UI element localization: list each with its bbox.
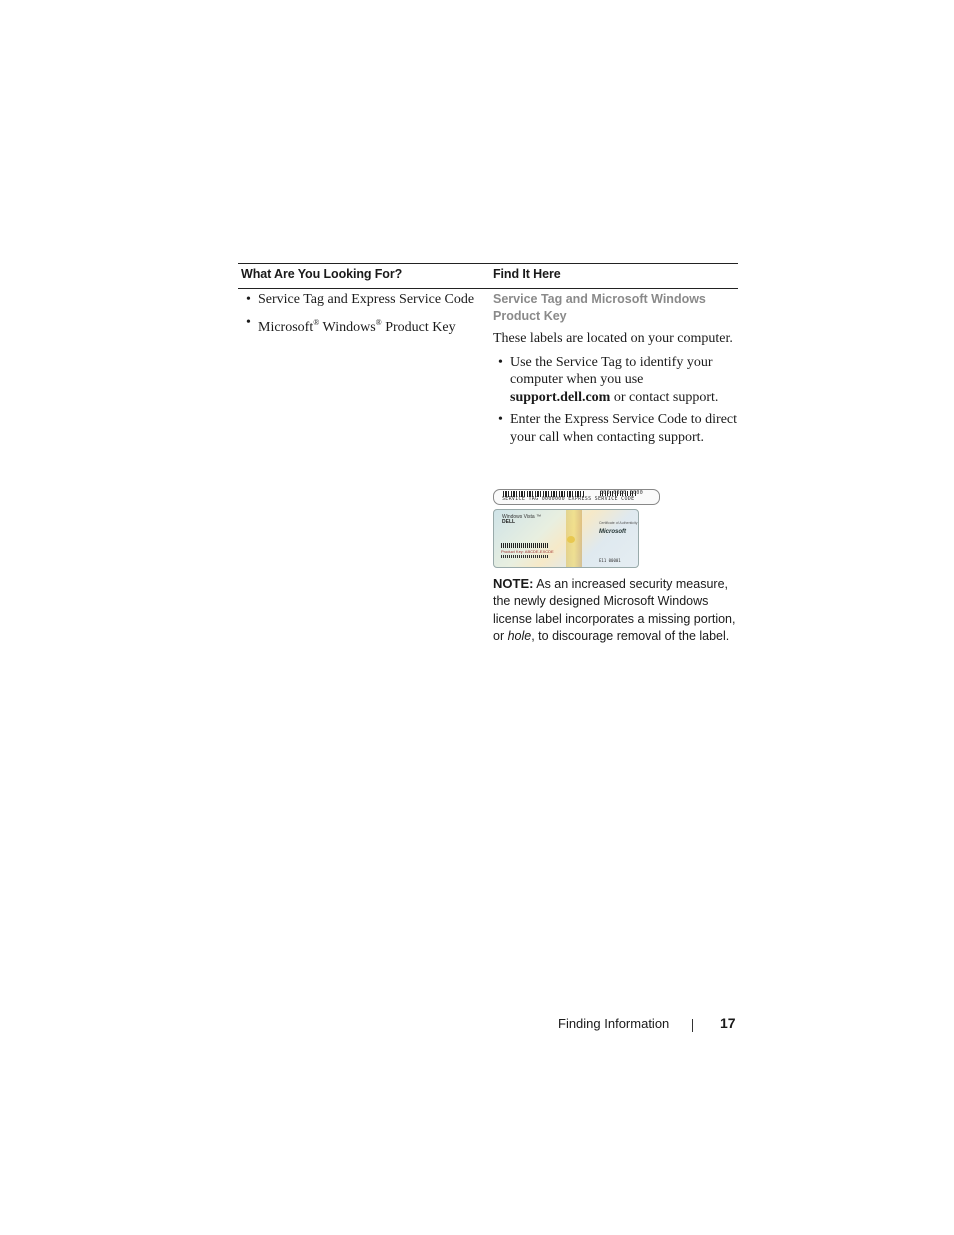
page-number: 17: [720, 1015, 736, 1031]
dell-logo: DELL: [502, 519, 516, 525]
note-text-end: , to discourage removal of the label.: [531, 628, 730, 643]
list-item-express-code-usage: • Enter the Express Service Code to direct your call when contacting support.: [493, 411, 738, 446]
windows-product-key-label-image: [493, 509, 639, 568]
barcode-icon: [501, 543, 549, 548]
bullet-tail-text: or contact support.: [610, 389, 719, 405]
coa-code: E11 00001: [599, 558, 621, 563]
list-item-service-tag: • Service Tag and Express Service Code: [238, 291, 483, 308]
note-italic-text: hole: [507, 628, 532, 643]
support-link[interactable]: support.dell.com: [510, 389, 611, 405]
service-tag-label-text: SERVICE TAG 0000000 EXPRESS SERVICE CODE: [502, 496, 635, 502]
intro-paragraph: These labels are located on your computer.: [493, 331, 733, 346]
looking-for-column: [238, 291, 483, 342]
page-footer: [0, 1015, 954, 1035]
coa-product-key: Product Key: ABCDE-EXCDE: [501, 549, 554, 554]
find-it-here-column: [493, 291, 738, 643]
product-key-text: Product Key: [381, 320, 456, 335]
coa-small-text: Certificate of Authenticity: [599, 521, 638, 525]
table-top-rule: [238, 263, 738, 264]
registered-mark: ®: [313, 318, 320, 327]
express-code-text: 000 0000 0000: [600, 490, 644, 496]
list-item-service-tag-usage: [493, 354, 738, 407]
footer-section-title: Finding Information: [558, 1016, 670, 1031]
label-hole: [567, 536, 575, 543]
bullet-text: Use the Service Tag to identify your computer when you use: [510, 354, 713, 387]
barcode-icon: [501, 555, 549, 558]
footer-separator: [692, 1019, 693, 1032]
service-tag-label-image: [493, 489, 660, 505]
microsoft-text: Microsoft: [258, 320, 314, 335]
column-header-looking-for: What Are You Looking For?: [241, 267, 403, 281]
table-header-rule: [238, 288, 738, 289]
registered-mark: ®: [375, 318, 382, 327]
column-header-find-it-here: Find It Here: [493, 267, 561, 281]
note-label: NOTE:: [493, 576, 534, 591]
windows-text: Windows: [319, 320, 376, 335]
coa-title: Windows Vista ™: [502, 514, 542, 520]
note-block: [493, 575, 738, 645]
note-text: As an increased security measure, the newly designed Microsoft Windows license label incorporates a missing portion, or: [493, 577, 736, 643]
microsoft-logo: Microsoft: [599, 529, 626, 535]
section-title: Service Tag and Microsoft Windows Product Key: [493, 292, 706, 323]
list-item-product-key: [238, 314, 483, 336]
